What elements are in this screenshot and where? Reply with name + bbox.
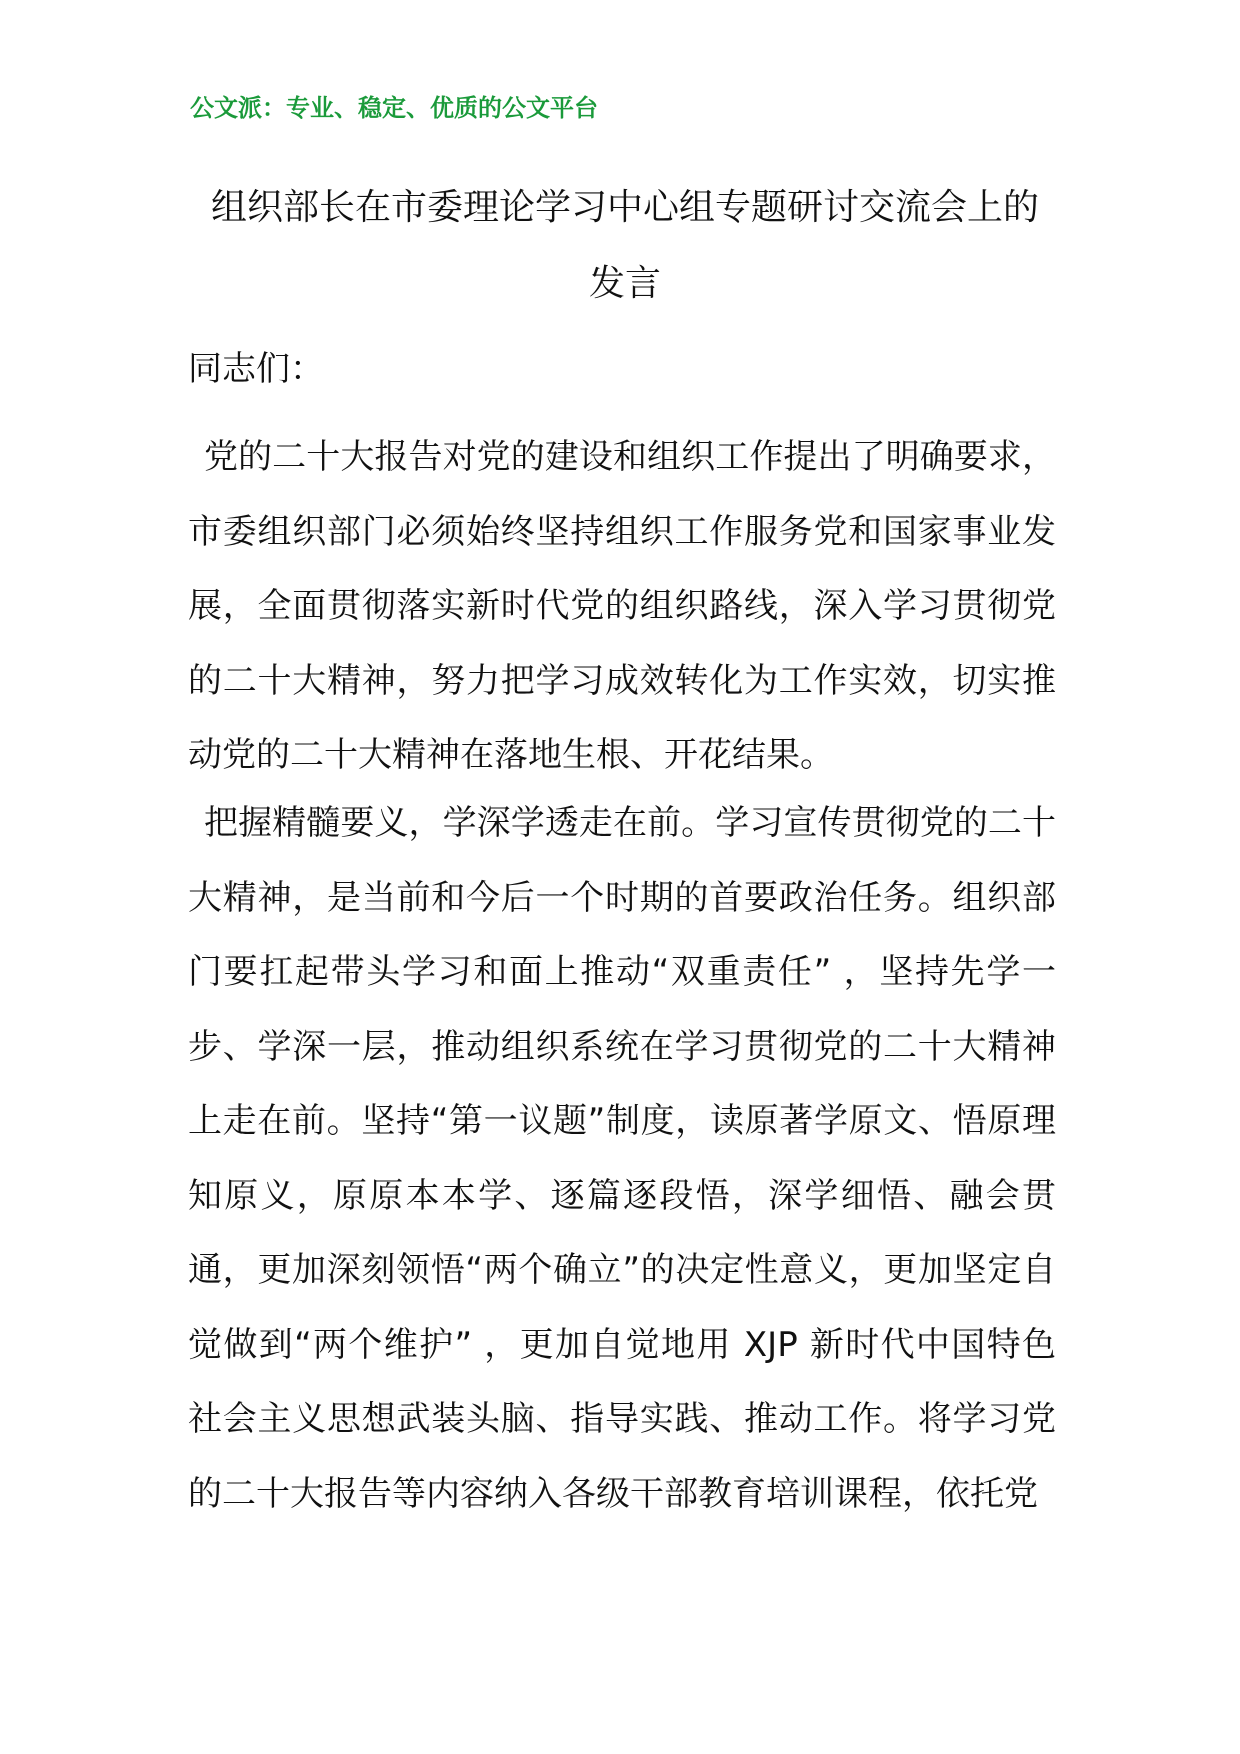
header-brand: 公文派：专业、稳定、优质的公文平台 [190,93,598,122]
paragraph-1: 党的二十大报告对党的建设和组织工作提出了明确要求，市委组织部门必须始终坚持组织工作服务党和国家事业发展，全面贯彻落实新时代党的组织路线，深入学习贯彻党的二十大精神，努力把学习成效转化为工作实效，切实推动党的二十大精神在落地生根、开花结果。 [188,437,1056,775]
paragraph-2: 把握精髓要义，学深学透走在前。学习宣传贯彻党的二十大精神，是当前和今后一个时期的首要政治任务。组织部门要扛起带头学习和面上推动“双重责任” ，坚持先学一步、学深一层，推动组织系统在学习贯彻党的二十大精神上走在前。坚持“第一议题”制度，读原著学原文、悟原理知原义，原原本本学、逐篇逐段悟，深学细悟、融会贯通，更加深刻领悟“两个确立”的决定性意义，更加坚定自觉做到“两个维护” ，更加自觉地用 XJP 新时代中国特色社会主义思想武装头脑、指导实践、推动工作。将学习党的二十大报告等内容纳入各级干部教育培训课程，依托党 [188,803,1056,1514]
title-line-1: 组织部长在市委理论学习中心组专题研讨交流会上的 [210,187,1039,228]
document-title [190,170,1060,322]
title-line-2: 发言 [588,263,661,304]
salutation: 同志们： [188,349,324,389]
